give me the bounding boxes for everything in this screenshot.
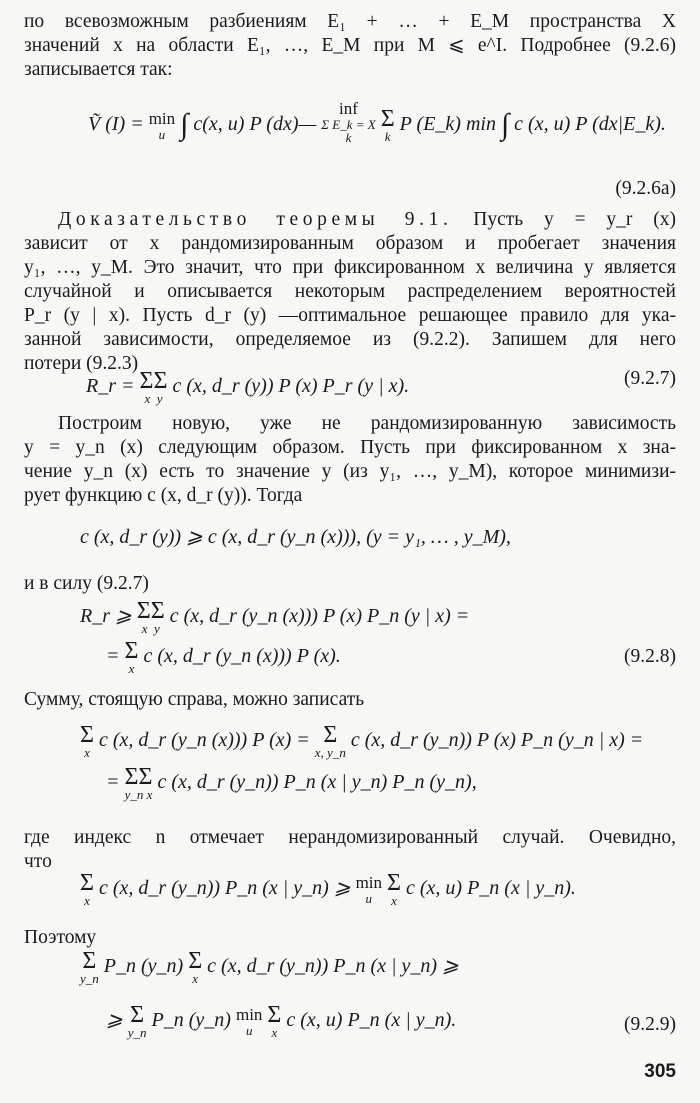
- by-927-text: и в силу (9.2.7): [24, 573, 149, 594]
- proof-line1-rest: Пусть y = y_r (x): [473, 209, 677, 230]
- equation-label-9-2-8: (9.2.8): [624, 646, 676, 667]
- para3-line2: что: [24, 851, 52, 872]
- proof-heading: Доказательство теоремы 9.1.: [58, 209, 453, 230]
- therefore-text: Поэтому: [24, 927, 97, 948]
- eq926a-term3: c (x, u) P (dx|E_k).: [514, 113, 666, 135]
- sum: Σ y_n: [127, 1002, 147, 1040]
- eq926a-term2: P (E_k) min: [399, 113, 496, 135]
- double-sum: ΣΣ x y: [139, 368, 168, 406]
- para2-line3: чение y_n (x) есть то значение y (из y₁, …, y_M), которое минимизи-: [24, 461, 676, 482]
- equation-9-2-8-line1: R_r ⩾ ΣΣ x y c (x, d_r (y_n (x))) P (x) P_n (y | x) =: [80, 598, 470, 636]
- sum: Σ x: [387, 870, 401, 908]
- obvious-inequality: Σ x c (x, d_r (y_n)) P_n (x | y_n) ⩾ min u Σ x c (x, u) P_n (x | y_n).: [80, 870, 576, 908]
- para2-line2: y = y_n (x) следующим образом. Пусть при фиксированном x зна-: [24, 437, 676, 458]
- page-number: 305: [644, 1061, 676, 1082]
- para3-line1: где индекс n отмечает нерандомизированный случай. Очевидно,: [24, 827, 676, 848]
- eq926a-term1: c(x, u) P (dx)—: [193, 113, 317, 135]
- proof-line2: зависит от x рандомизированным образом и пробегает значения: [24, 233, 676, 254]
- sum-equation-line1: Σ x c (x, d_r (y_n (x))) P (x) = Σ x, y_n c (x, d_r (y_n)) P (x) P_n (y_n | x) =: [80, 722, 644, 760]
- para2-line1: Построим новую, уже не рандомизированную зависимость: [58, 413, 676, 434]
- equation-label-9-2-6a: (9.2.6a): [615, 178, 676, 199]
- sum-text: Сумму, стоящую справа, можно записать: [24, 689, 365, 710]
- equation-label-9-2-9: (9.2.9): [624, 1014, 676, 1035]
- min-operator: min u: [235, 1005, 263, 1038]
- equation-9-2-8-line2: = Σ x c (x, d_r (y_n (x))) P (x).: [106, 638, 341, 676]
- integral-sign: ∫: [180, 108, 189, 141]
- equation-label-9-2-7: (9.2.7): [624, 368, 676, 389]
- para1-line3: записывается так:: [24, 59, 173, 80]
- para2-line4: рует функцию c (x, d_r (y)). Тогда: [24, 485, 303, 506]
- proof-line6: занной зависимости, определяемое из (9.2.2). Запишем для него: [24, 329, 676, 350]
- sum: Σ x, y_n: [314, 722, 346, 760]
- double-sum: ΣΣ x y: [136, 598, 165, 636]
- inequality-line: c (x, d_r (y)) ⩾ c (x, d_r (y_n (x))), (y = y₁, … , y_M),: [80, 526, 511, 548]
- equation-9-2-9-line1: Σ y_n P_n (y_n) Σ x c (x, d_r (y_n)) P_n (x | y_n) ⩾: [80, 948, 459, 986]
- eq926a-sum-operator: Σ k: [380, 105, 395, 144]
- eq926a-inf-operator: inf Σ E_k = X k: [321, 99, 376, 145]
- sum: Σ x: [80, 870, 94, 908]
- proof-line3: y₁, …, y_M. Это значит, что при фиксированном x величина y является: [24, 257, 676, 278]
- equation-9-2-7: R_r = ΣΣ x y c (x, d_r (y)) P (x) P_r (y | x).: [86, 368, 410, 406]
- integral-sign: ∫: [500, 108, 510, 141]
- sum: Σ x: [80, 722, 94, 760]
- eq926a-min-operator: min u: [148, 108, 176, 142]
- sum: Σ y_n: [80, 948, 99, 986]
- equation-9-2-9-line2: ⩾ Σ y_n P_n (y_n) min u Σ x c (x, u) P_n (x | y_n).: [106, 1002, 457, 1040]
- para1-line1: по всевозможным разбиениям E₁ + … + E_M пространства X: [24, 11, 676, 32]
- min-operator: min u: [355, 873, 383, 906]
- proof-line7: потери (9.2.3): [24, 353, 139, 374]
- para1-line2: значений x на области E₁, …, E_M при M ⩽ e^I. Подробнее (9.2.6): [24, 35, 676, 56]
- sum-equation-line2: = ΣΣ y_n x c (x, d_r (y_n)) P_n (x | y_n) P_n (y_n),: [106, 764, 477, 802]
- sum: Σ x: [267, 1002, 282, 1040]
- proof-line1: [58, 208, 676, 232]
- equation-9-2-6a: [88, 100, 666, 144]
- proof-line5: P_r (y | x). Пусть d_r (y) —оптимальное решающее правило для ука-: [24, 305, 676, 326]
- eq926a-lhs: Ṽ (I) =: [88, 113, 149, 135]
- double-sum: ΣΣ y_n x: [124, 764, 153, 802]
- sum: Σ x: [124, 638, 139, 676]
- sum: Σ x: [188, 948, 203, 986]
- proof-line4: случайной и описывается некоторым распределением вероятностей: [24, 281, 676, 302]
